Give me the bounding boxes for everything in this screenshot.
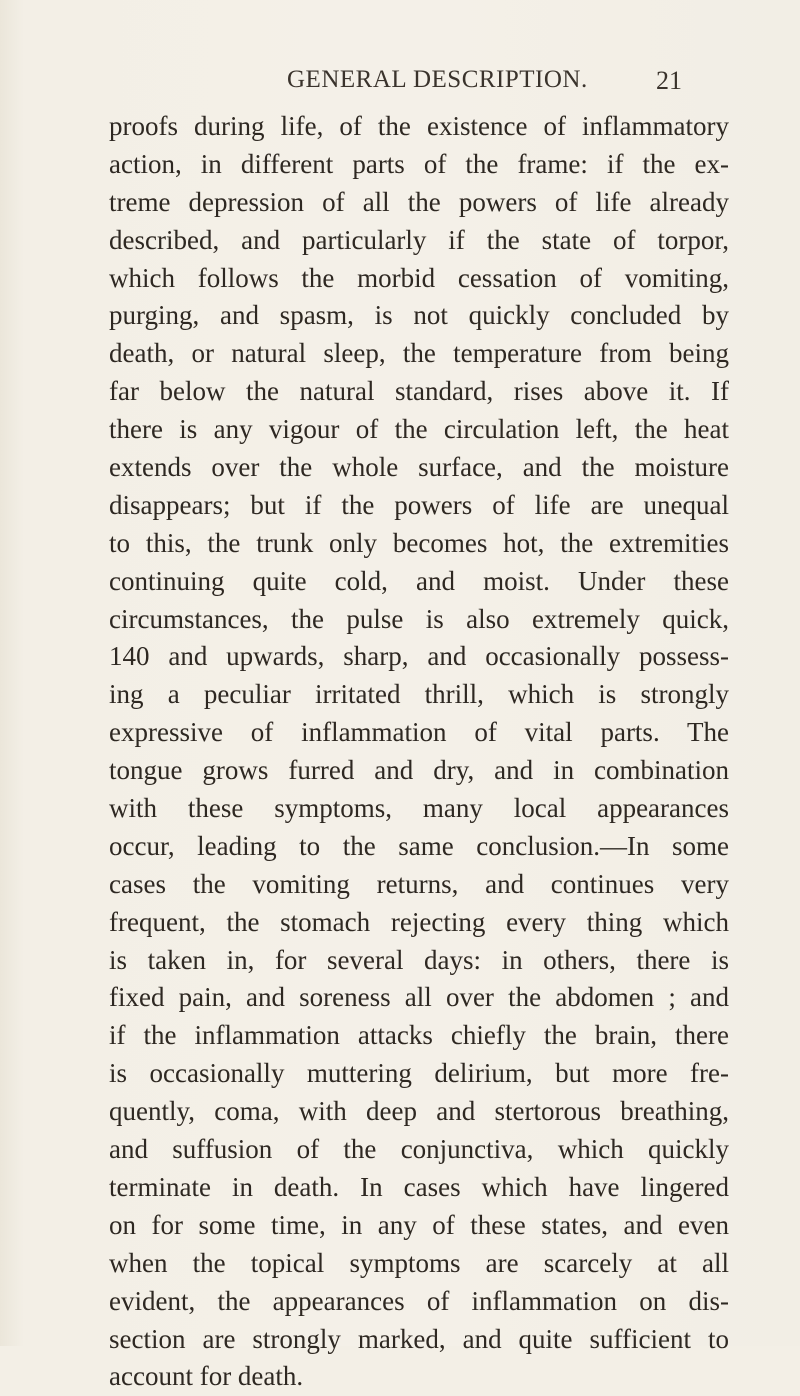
text-line: continuing quite cold, and moist. Under these [109,565,729,596]
text-line: occur, leading to the same conclusion.—In some [109,830,729,861]
text-line: on for some time, in any of these states, and even [109,1209,729,1240]
text-line: treme depression of all the powers of life already [109,186,729,217]
text-line: far below the natural standard, rises above it. If [109,376,729,407]
text-line: ing a peculiar irritated thrill, which is strongly [109,679,729,710]
text-line: when the topical symptoms are scarcely at all [109,1247,729,1278]
text-line: which follows the morbid cessation of vomiting, [109,262,729,293]
text-line: disappears; but if the powers of life are unequal [109,489,729,520]
text-line: evident, the appearances of inflammation on dis- [109,1285,729,1316]
text-line: section are strongly marked, and quite sufficient to [109,1323,729,1354]
page-header [0,66,800,106]
text-line: terminate in death. In cases which have lingered [109,1171,729,1202]
text-line: quently, coma, with deep and stertorous breathing, [109,1096,729,1127]
text-line: is taken in, for several days: in others, there is [109,944,729,975]
text-line: cases the vomiting returns, and continues very [109,868,729,899]
text-line: if the inflammation attacks chiefly the brain, there [109,1020,729,1051]
text-line: purging, and spasm, is not quickly concluded by [109,300,729,331]
text-line: action, in different parts of the frame: if the ex- [109,148,729,179]
text-line: expressive of inflammation of vital parts. The [109,717,729,748]
page-number: 21 [656,66,682,95]
text-line: proofs during life, of the existence of inflammatory [109,111,729,141]
text-line: extends over the whole surface, and the moisture [109,452,729,483]
text-line: and suffusion of the conjunctiva, which quickly [109,1134,729,1165]
text-line: described, and particularly if the state of torpor, [109,224,729,255]
text-line: there is any vigour of the circulation left, the heat [109,414,729,445]
text-line: fixed pain, and soreness all over the abdomen ; and [109,982,729,1013]
running-head: GENERAL DESCRIPTION. [287,66,588,93]
text-line: to this, the trunk only becomes hot, the extremities [109,527,729,558]
text-line: tongue grows furred and dry, and in combination [109,755,729,786]
text-line: is occasionally muttering delirium, but more fre- [109,1058,729,1089]
text-line: circumstances, the pulse is also extremely quick, [109,603,729,634]
text-line: account for death. [109,1361,304,1392]
text-line: 140 and upwards, sharp, and occasionally possess- [109,641,729,672]
text-line: death, or natural sleep, the temperature from being [109,338,729,369]
text-line: frequent, the stomach rejecting every thing which [109,906,729,937]
text-line: with these symptoms, many local appearances [109,793,729,824]
body-text [109,108,729,1396]
